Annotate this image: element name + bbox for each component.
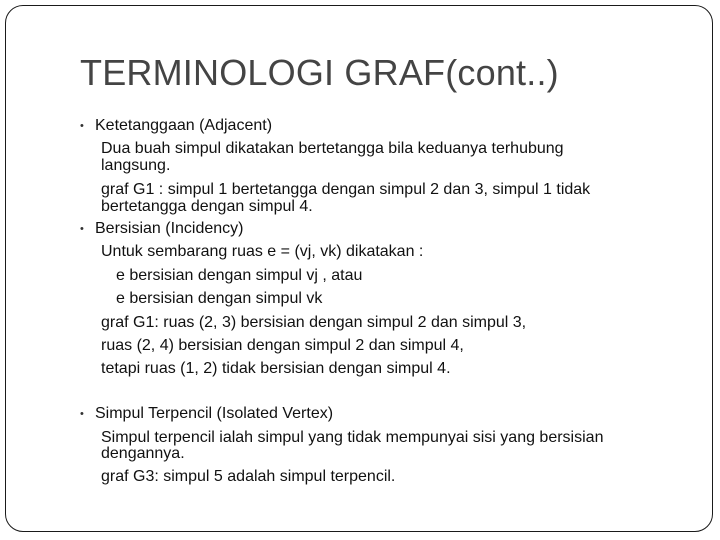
section-line: Untuk sembarang ruas e = (vj, vk) dikatakan : xyxy=(101,243,424,260)
section-line: Dua buah simpul dikatakan bertetangga bila keduanya terhubung xyxy=(101,140,564,157)
section-line: ruas (2, 4) bersisian dengan simpul 2 dan simpul 4, xyxy=(101,337,464,354)
section-line: Simpul terpencil ialah simpul yang tidak mempunyai sisi yang bersisian xyxy=(101,429,604,446)
section-line: langsung. xyxy=(101,157,171,174)
section-line: e bersisian dengan simpul vk xyxy=(116,290,323,307)
section-line: bertetangga dengan simpul 4. xyxy=(101,198,313,215)
bullet-2: • xyxy=(80,223,84,235)
section-line: graf G1 : simpul 1 bertetangga dengan simpul 2 dan 3, simpul 1 tidak xyxy=(101,181,591,198)
section-line: dengannya. xyxy=(101,445,185,462)
section-heading-isolated-vertex: Simpul Terpencil (Isolated Vertex) xyxy=(95,405,334,422)
section-heading-adjacent: Ketetanggaan (Adjacent) xyxy=(95,117,273,134)
section-heading-incidency: Bersisian (Incidency) xyxy=(95,220,244,237)
section-line: graf G3: simpul 5 adalah simpul terpencil. xyxy=(101,468,396,485)
section-line: graf G1: ruas (2, 3) bersisian dengan simpul 2 dan simpul 3, xyxy=(101,314,527,331)
bullet-3: • xyxy=(80,408,84,420)
section-line: tetapi ruas (1, 2) tidak bersisian dengan simpul 4. xyxy=(101,360,451,377)
slide-title: TERMINOLOGI GRAF(cont..) xyxy=(80,52,559,93)
section-line: e bersisian dengan simpul vj , atau xyxy=(116,267,363,284)
bullet-1: • xyxy=(80,120,84,132)
